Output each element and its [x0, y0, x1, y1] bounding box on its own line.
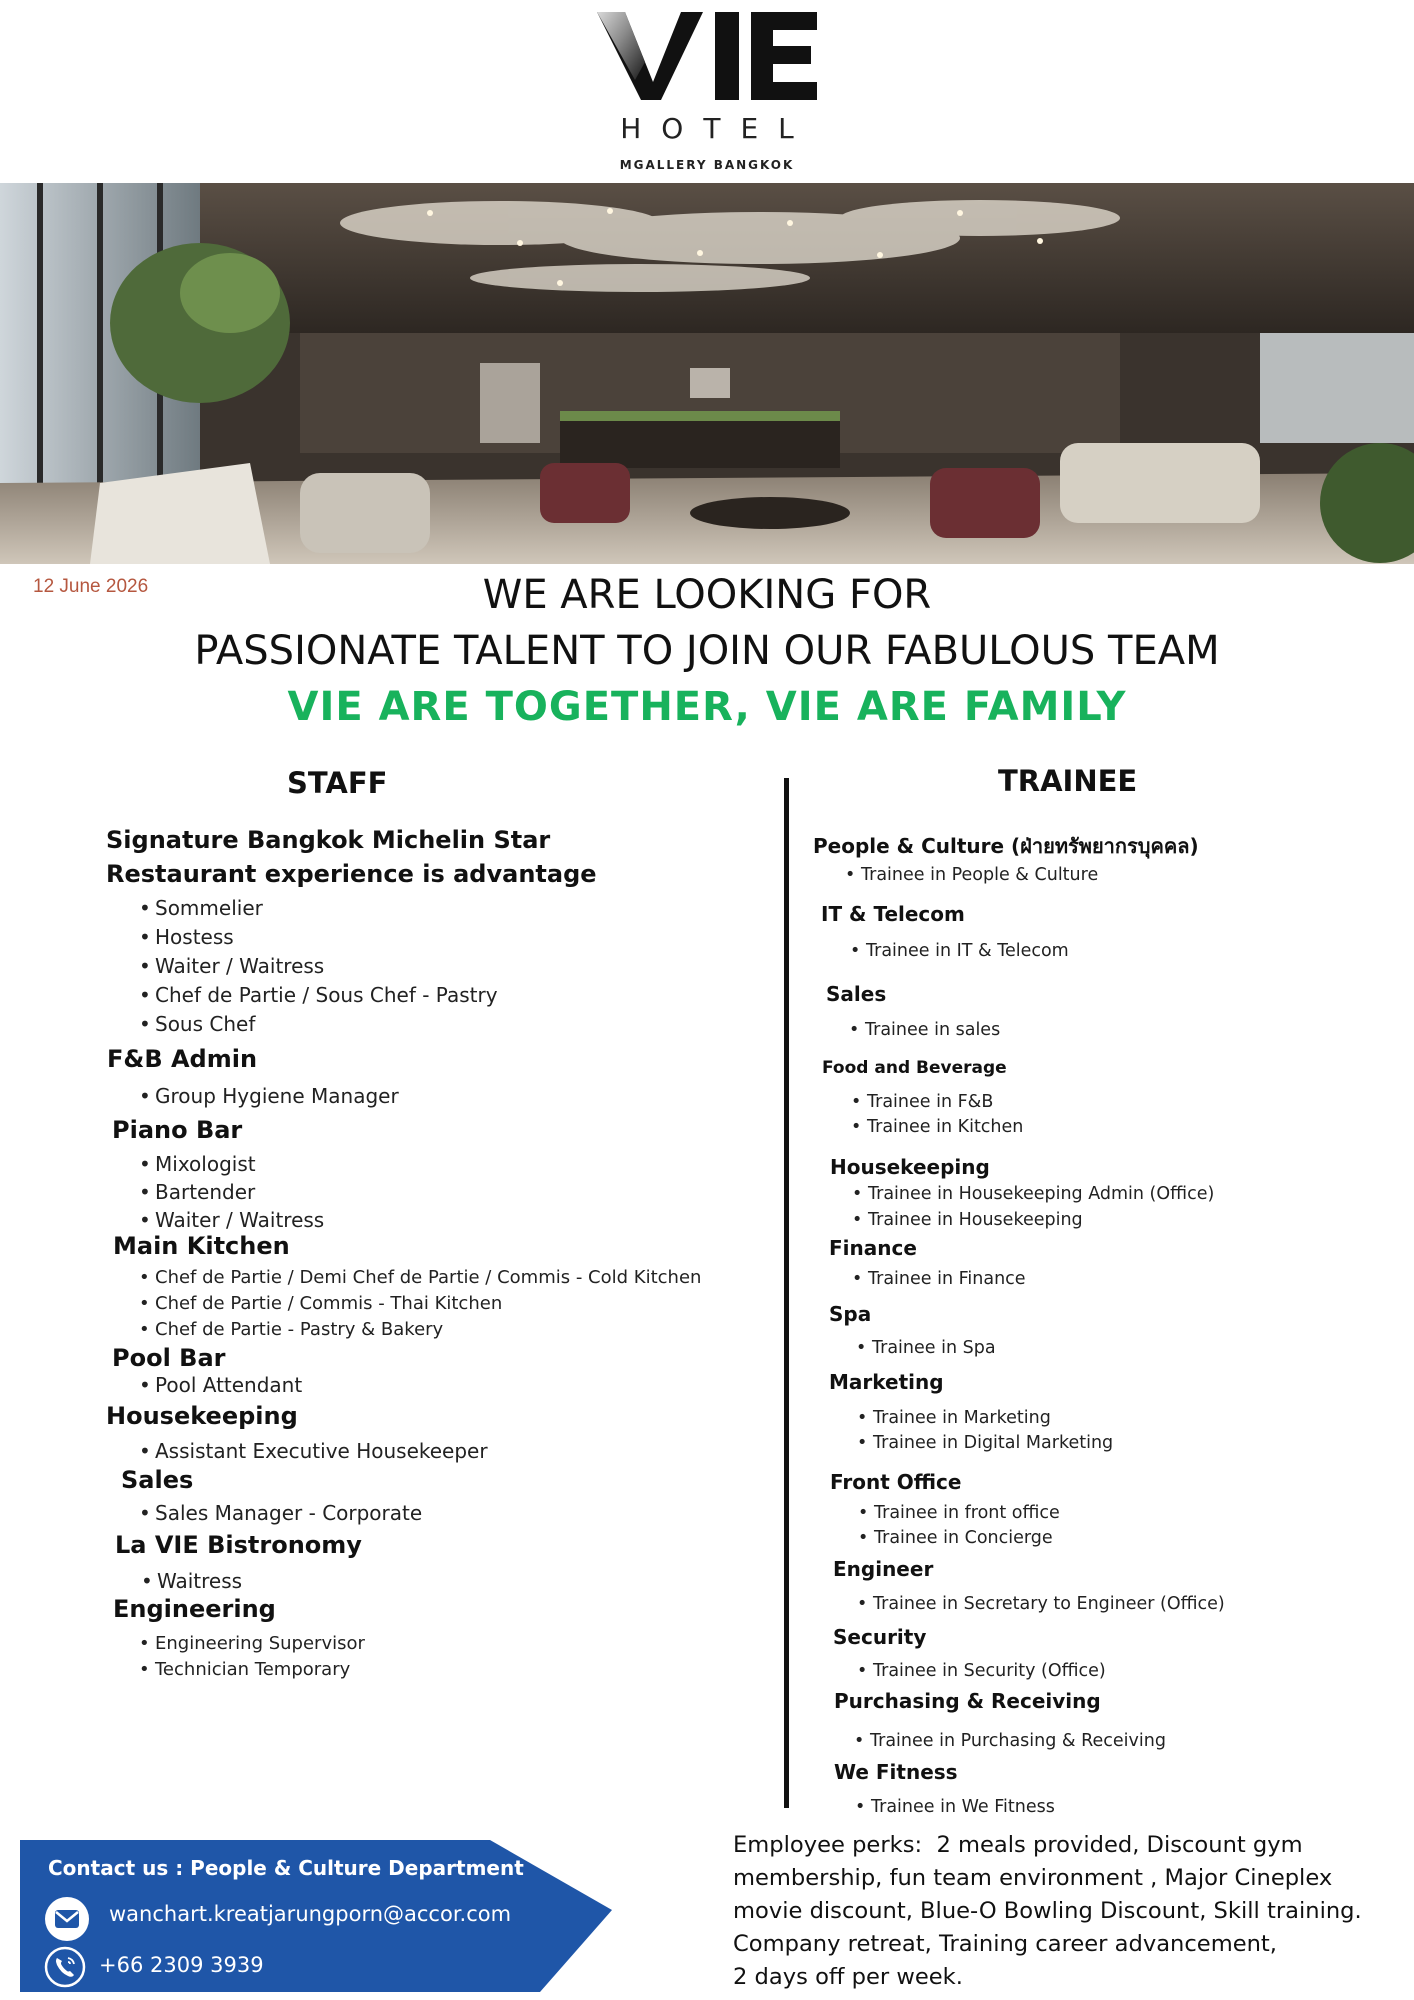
list-item: • Trainee in Purchasing & Receiving	[854, 1731, 1166, 1751]
list-item: • Bartender	[139, 1180, 255, 1204]
staff-section-housekeeping: Housekeeping	[106, 1402, 298, 1430]
list-item: • Waitress	[141, 1569, 242, 1593]
list-item: • Sales Manager - Corporate	[139, 1501, 422, 1525]
post-date: 12 June 2026	[33, 576, 149, 597]
list-item: • Trainee in Kitchen	[851, 1117, 1023, 1137]
staff-section-bistronomy: La VIE Bistronomy	[115, 1531, 362, 1559]
staff-section-fb-admin: F&B Admin	[107, 1045, 258, 1073]
list-item: • Chef de Partie / Commis - Thai Kitchen	[139, 1293, 502, 1314]
logo-hotel-word: HOTEL	[620, 112, 814, 145]
trainee-section-we-fitness: We Fitness	[834, 1760, 958, 1784]
headline-tagline: VIE ARE TOGETHER, VIE ARE FAMILY	[287, 684, 1127, 730]
list-item: • Trainee in People & Culture	[845, 865, 1098, 885]
hotel-logo	[0, 0, 1414, 180]
envelope-icon	[44, 1896, 90, 1942]
list-item: • Trainee in F&B	[851, 1092, 993, 1112]
list-item: • Sous Chef	[139, 1012, 255, 1036]
list-item: • Trainee in sales	[849, 1020, 1000, 1040]
staff-section-main-kitchen: Main Kitchen	[113, 1232, 290, 1260]
contact-title: Contact us : People & Culture Department	[48, 1856, 524, 1880]
trainee-section-front-office: Front Office	[830, 1470, 962, 1494]
headline-line-2: PASSIONATE TALENT TO JOIN OUR FABULOUS TEAM	[194, 628, 1220, 674]
contact-email-link[interactable]: wanchart.kreatjarungporn@accor.com	[109, 1902, 512, 1926]
list-item: • Trainee in Secretary to Engineer (Office)	[857, 1594, 1225, 1614]
trainee-section-finance: Finance	[829, 1236, 917, 1260]
list-item: • Waiter / Waitress	[139, 954, 324, 978]
staff-column-title: STAFF	[287, 766, 388, 800]
trainee-section-purchasing: Purchasing & Receiving	[834, 1689, 1101, 1713]
perks-line-1	[733, 1829, 1413, 1862]
list-item: • Trainee in Housekeeping	[852, 1210, 1083, 1230]
contact-banner	[20, 1840, 620, 1992]
trainee-section-food-beverage: Food and Beverage	[822, 1058, 1007, 1078]
staff-section-piano-bar: Piano Bar	[112, 1116, 243, 1144]
perks-line-5: 2 days off per week.	[733, 1964, 963, 1990]
list-item: • Waiter / Waitress	[139, 1208, 324, 1232]
staff-signature-title-2: Restaurant experience is advantage	[106, 860, 597, 888]
list-item: • Trainee in We Fitness	[855, 1797, 1055, 1817]
list-item: • Chef de Partie - Pastry & Bakery	[139, 1319, 443, 1340]
trainee-section-housekeeping: Housekeeping	[830, 1155, 990, 1179]
list-item: • Trainee in Concierge	[858, 1528, 1053, 1548]
trainee-section-people-culture: People & Culture (ฝ่ายทรัพยากรบุคคล)	[813, 834, 1199, 858]
list-item: • Mixologist	[139, 1152, 256, 1176]
trainee-section-marketing: Marketing	[829, 1370, 944, 1394]
list-item: • Trainee in Housekeeping Admin (Office)	[852, 1184, 1214, 1204]
perks-line-3: movie discount, Blue-O Bowling Discount, Skill training.	[733, 1898, 1362, 1924]
trainee-section-security: Security	[833, 1625, 927, 1649]
list-item: • Trainee in Finance	[852, 1269, 1026, 1289]
list-item: • Trainee in Digital Marketing	[857, 1433, 1113, 1453]
contact-phone-link[interactable]: +66 2309 3939	[99, 1953, 264, 1977]
vie-logo-mark	[595, 10, 820, 100]
list-item: • Trainee in Marketing	[857, 1408, 1051, 1428]
hotel-lobby-photo	[0, 183, 1414, 564]
column-divider	[784, 778, 789, 1808]
perks-text-1: 2 meals provided, Discount gym	[922, 1832, 1303, 1858]
staff-section-engineering: Engineering	[113, 1595, 276, 1623]
staff-section-sales: Sales	[121, 1466, 194, 1494]
list-item: • Trainee in IT & Telecom	[850, 941, 1069, 961]
list-item: • Hostess	[139, 925, 234, 949]
headline-line-1: WE ARE LOOKING FOR	[482, 572, 932, 618]
employee-perks	[733, 1829, 1413, 1994]
perks-label: Employee perks:	[733, 1832, 923, 1858]
staff-section-pool-bar: Pool Bar	[112, 1344, 226, 1372]
trainee-section-sales: Sales	[826, 982, 887, 1006]
trainee-section-it-telecom: IT & Telecom	[821, 902, 965, 926]
list-item: • Assistant Executive Housekeeper	[139, 1439, 488, 1463]
list-item: • Technician Temporary	[139, 1659, 350, 1680]
trainee-section-spa: Spa	[829, 1302, 872, 1326]
trainee-column-title: TRAINEE	[998, 764, 1138, 798]
list-item: • Chef de Partie / Sous Chef - Pastry	[139, 983, 498, 1007]
list-item: • Engineering Supervisor	[139, 1633, 365, 1654]
phone-icon	[44, 1946, 86, 1988]
list-item: • Trainee in Spa	[856, 1338, 996, 1358]
trainee-section-engineer: Engineer	[833, 1557, 934, 1581]
list-item: • Trainee in front office	[858, 1503, 1060, 1523]
list-item: • Chef de Partie / Demi Chef de Partie / Commis - Cold Kitchen	[139, 1267, 701, 1288]
list-item: • Sommelier	[139, 896, 263, 920]
list-item: • Group Hygiene Manager	[139, 1084, 399, 1108]
list-item: • Pool Attendant	[139, 1373, 302, 1397]
perks-line-4: Company retreat, Training career advancement,	[733, 1931, 1277, 1957]
logo-sub-brand: MGALLERY BANGKOK	[619, 158, 795, 172]
list-item: • Trainee in Security (Office)	[857, 1661, 1106, 1681]
staff-signature-title-1: Signature Bangkok Michelin Star	[106, 826, 551, 854]
perks-line-2: membership, fun team environment , Major Cineplex	[733, 1865, 1333, 1891]
